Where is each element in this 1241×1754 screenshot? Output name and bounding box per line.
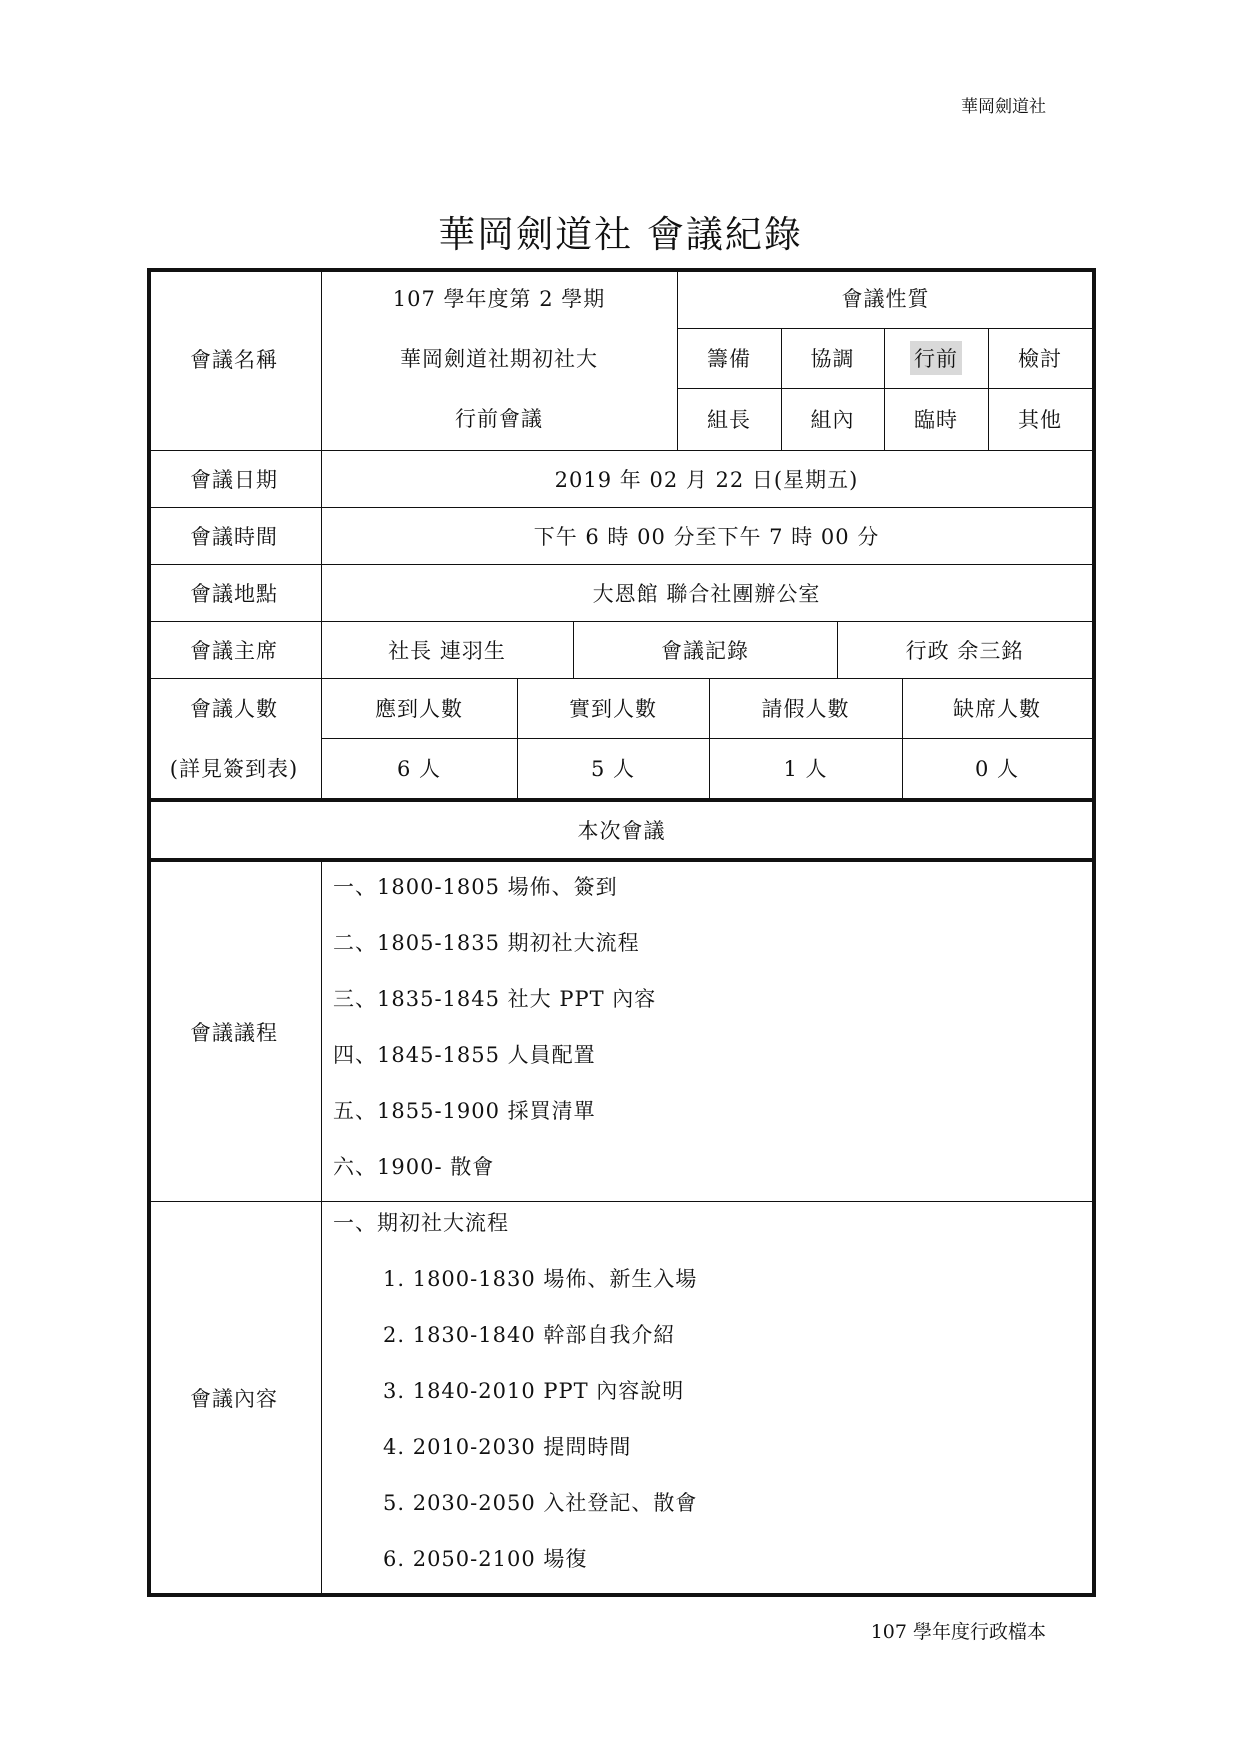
content-item: 4. 2010-2030 提問時間 <box>383 1435 632 1459</box>
section-header: 本次會議 <box>577 819 666 843</box>
page-footer-text: 107 學年度行政檔本 <box>870 1621 1046 1643</box>
meeting-place-label: 會議地點 <box>190 581 278 606</box>
nature-option-coordination: 協調 <box>810 347 855 371</box>
agenda-item: 五、1855-1900 採買清單 <box>333 1099 596 1123</box>
nature-option-other: 其他 <box>1018 408 1062 432</box>
content-heading: 一、期初社大流程 <box>333 1211 509 1235</box>
content-item: 2. 1830-1840 幹部自我介紹 <box>383 1323 676 1347</box>
meeting-name-label: 會議名稱 <box>190 348 278 372</box>
meeting-recorder-value: 行政 余三銘 <box>905 638 1024 663</box>
agenda-item: 四、1845-1855 人員配置 <box>333 1043 596 1067</box>
attendance-label-line-1: 會議人數 <box>190 697 278 721</box>
meeting-nature-label: 會議性質 <box>841 287 930 311</box>
agenda-item: 三、1835-1845 社大 PPT 內容 <box>333 987 657 1011</box>
page-header-text: 華岡劍道社 <box>961 97 1046 117</box>
meeting-chair-value: 社長 連羽生 <box>388 638 506 663</box>
attendance-value-leave: 1 人 <box>783 757 828 781</box>
nature-option-leaders: 組長 <box>707 408 751 432</box>
agenda-item: 六、1900- 散會 <box>333 1155 495 1179</box>
meeting-time-value: 下午 6 時 00 分至下午 7 時 00 分 <box>533 524 880 549</box>
document-title: 華岡劍道社 會議紀錄 <box>438 213 803 256</box>
meeting-date-value: 2019 年 02 月 22 日(星期五) <box>554 467 859 492</box>
content-item: 1. 1800-1830 場佈、新生入場 <box>383 1267 698 1291</box>
meeting-date-label: 會議日期 <box>190 467 278 492</box>
attendance-label-line-2: (詳見簽到表) <box>169 757 299 781</box>
meeting-name-line-3: 行前會議 <box>455 407 543 431</box>
content-item: 3. 1840-2010 PPT 內容說明 <box>383 1379 685 1403</box>
agenda-item: 二、1805-1835 期初社大流程 <box>333 931 640 955</box>
attendance-header-absent: 缺席人數 <box>953 697 1041 721</box>
nature-option-review: 檢討 <box>1018 347 1062 371</box>
meeting-record-table <box>147 268 1096 1597</box>
meeting-name-line-1: 107 學年度第 2 學期 <box>392 287 606 311</box>
nature-option-temporary: 臨時 <box>914 408 958 432</box>
content-item: 5. 2030-2050 入社登記、散會 <box>383 1491 698 1515</box>
content-item: 6. 2050-2100 場復 <box>383 1547 588 1571</box>
attendance-value-present: 5 人 <box>590 757 636 781</box>
attendance-header-expected: 應到人數 <box>375 697 463 721</box>
meeting-recorder-label: 會議記錄 <box>661 638 749 663</box>
attendance-header-present: 實到人數 <box>569 697 657 721</box>
content-label: 會議內容 <box>190 1386 278 1411</box>
meeting-place-value: 大恩館 聯合社團辦公室 <box>592 581 821 606</box>
meeting-time-label: 會議時間 <box>190 524 278 549</box>
attendance-value-absent: 0 人 <box>974 757 1020 781</box>
nature-option-pre-event-selected: 行前 <box>910 341 962 375</box>
nature-option-pre-event <box>884 328 988 388</box>
agenda-label: 會議議程 <box>190 1020 278 1045</box>
meeting-chair-label: 會議主席 <box>190 638 278 663</box>
agenda-item: 一、1800-1805 場佈、簽到 <box>333 875 618 899</box>
meeting-name-line-2: 華岡劍道社期初社大 <box>400 347 598 371</box>
nature-option-preparation: 籌備 <box>707 347 751 371</box>
attendance-value-expected: 6 人 <box>396 757 442 781</box>
nature-option-internal: 組內 <box>810 408 855 432</box>
attendance-header-leave: 請假人數 <box>761 697 850 721</box>
